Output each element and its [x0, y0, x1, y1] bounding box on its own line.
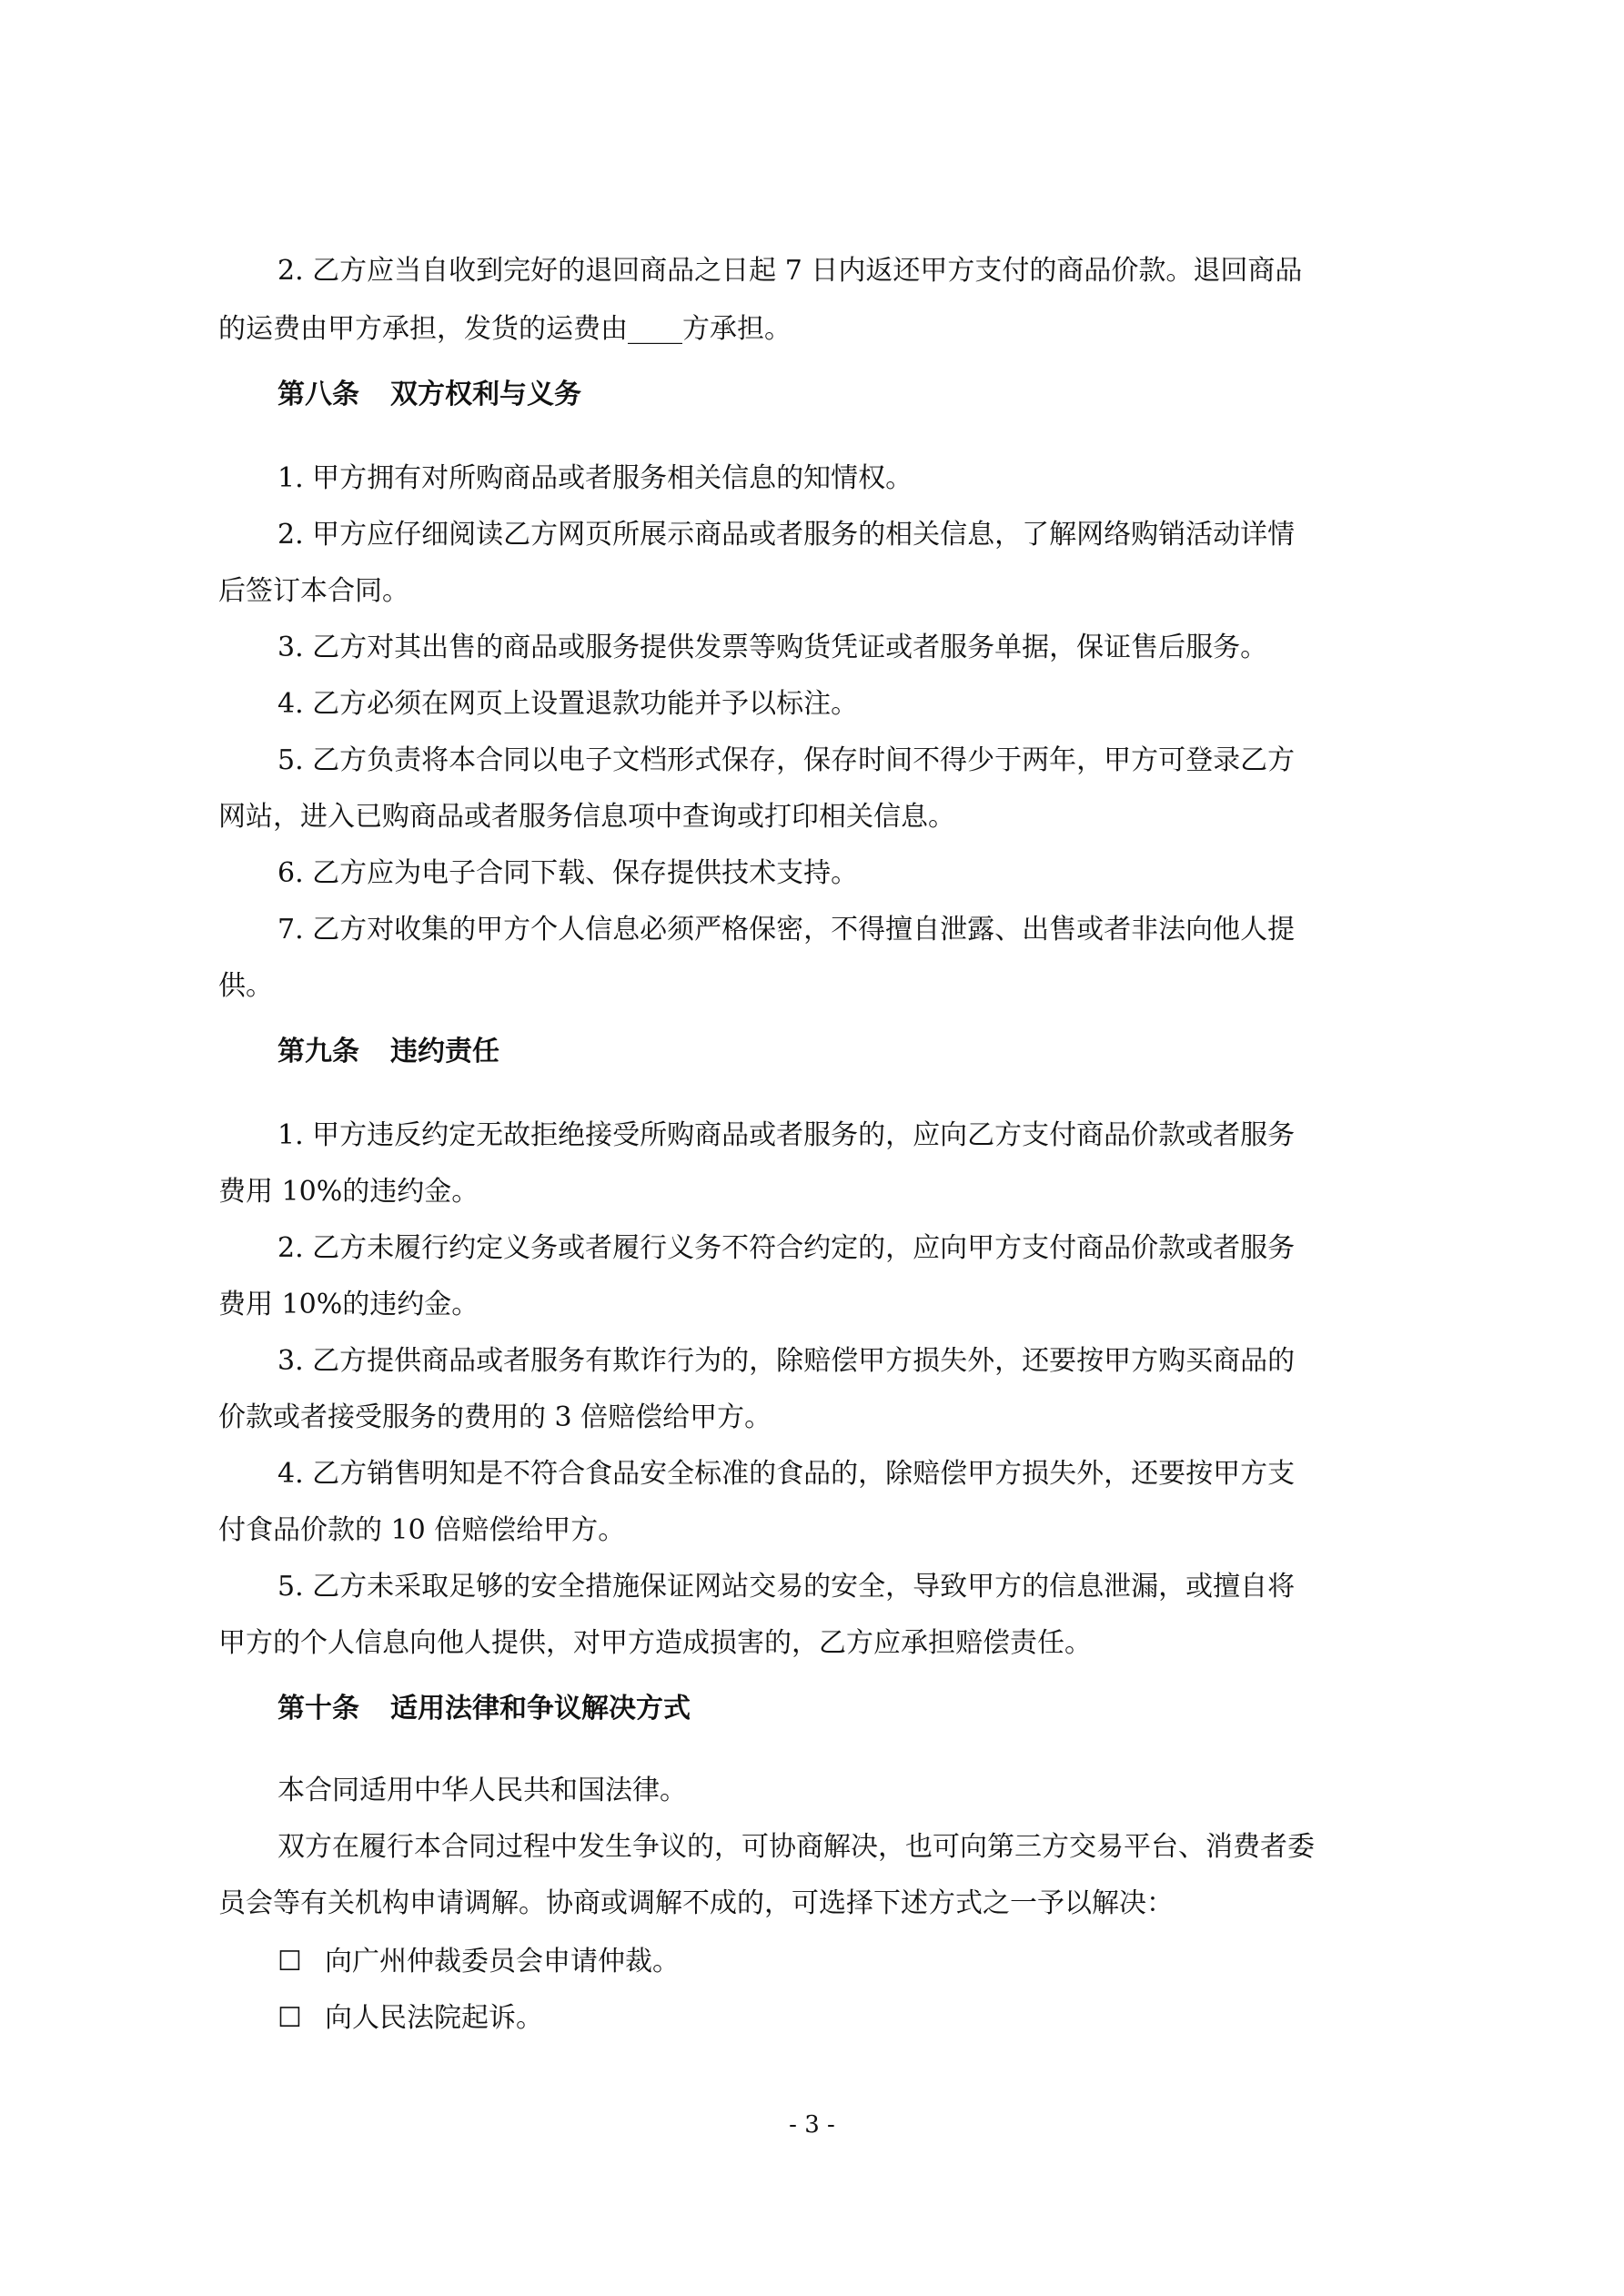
paragraph-line: 5. 乙方负责将本合同以电子文档形式保存，保存时间不得少于两年，甲方可登录乙方: [277, 744, 1296, 776]
paragraph-line: 费用 10%的违约金。: [218, 1289, 479, 1320]
paragraph-line: 后签订本合同。: [218, 575, 409, 607]
paragraph-line: 6. 乙方应为电子合同下载、保存提供技术支持。: [277, 857, 859, 889]
option-label: 向广州仲裁委员会申请仲裁。: [325, 1946, 680, 1977]
paragraph-line: 价款或者接受服务的费用的 3 倍赔偿给甲方。: [218, 1401, 772, 1433]
paragraph-line: 4. 乙方必须在网页上设置退款功能并予以标注。: [277, 688, 859, 720]
section-title: 双方权利与义务: [390, 379, 581, 410]
option-label: 向人民法院起诉。: [325, 2002, 543, 2034]
paragraph-line: 双方在履行本合同过程中发生争议的，可协商解决，也可向第三方交易平台、消费者委: [277, 1831, 1315, 1863]
section-heading-10: [277, 1691, 691, 1727]
option-court: [277, 2000, 543, 2037]
paragraph-line: 7. 乙方对收集的甲方个人信息必须严格保密，不得擅自泄露、出售或者非法向他人提: [277, 914, 1296, 946]
paragraph-line: 付食品价款的 10 倍赔偿给甲方。: [218, 1514, 626, 1546]
section-heading-8: [277, 377, 581, 413]
paragraph-line: 2. 甲方应仔细阅读乙方网页所展示商品或者服务的相关信息，了解网络购销活动详情: [277, 519, 1296, 551]
paragraph-line: 网站，进入已购商品或者服务信息项中查询或打印相关信息。: [218, 801, 955, 833]
page-number: - 3 -: [789, 2111, 835, 2139]
paragraph-line: 3. 乙方提供商品或者服务有欺诈行为的，除赔偿甲方损失外，还要按甲方购买商品的: [277, 1345, 1296, 1377]
section-heading-9: [277, 1034, 499, 1070]
option-arbitration: [277, 1944, 680, 1980]
paragraph-line: 本合同适用中华人民共和国法律。: [277, 1775, 687, 1806]
paragraph-line: 1. 甲方违反约定无故拒绝接受所购商品或者服务的，应向乙方支付商品价款或者服务: [277, 1119, 1296, 1151]
checkbox-icon[interactable]: ☐: [277, 2002, 302, 2034]
paragraph-line: 1. 甲方拥有对所购商品或者服务相关信息的知情权。: [277, 462, 913, 494]
checkbox-icon[interactable]: ☐: [277, 1946, 302, 1977]
section-title: 适用法律和争议解决方式: [390, 1693, 691, 1725]
paragraph-line: 甲方的个人信息向他人提供，对甲方造成损害的，乙方应承担赔偿责任。: [218, 1627, 1092, 1659]
paragraph-line: 费用 10%的违约金。: [218, 1176, 479, 1208]
paragraph-line: 员会等有关机构申请调解。协商或调解不成的，可选择下述方式之一予以解决：: [218, 1887, 1174, 1919]
section-number: 第九条: [277, 1036, 359, 1067]
paragraph-line: 4. 乙方销售明知是不符合食品安全标准的食品的，除赔偿甲方损失外，还要按甲方支: [277, 1458, 1296, 1490]
paragraph-line: 供。: [218, 970, 273, 1002]
section-number: 第十条: [277, 1693, 359, 1725]
paragraph-line: 3. 乙方对其出售的商品或服务提供发票等购货凭证或者服务单据，保证售后服务。: [277, 632, 1268, 663]
section-title: 违约责任: [390, 1036, 499, 1067]
paragraph-line: 2. 乙方未履行约定义务或者履行义务不符合约定的，应向甲方支付商品价款或者服务: [277, 1232, 1296, 1264]
section-number: 第八条: [277, 379, 359, 410]
paragraph-line: 5. 乙方未采取足够的安全措施保证网站交易的安全，导致甲方的信息泄漏，或擅自将: [277, 1571, 1296, 1603]
paragraph-line: 的运费由甲方承担，发货的运费由____方承担。: [218, 313, 792, 345]
paragraph-line: 2. 乙方应当自收到完好的退回商品之日起 7 日内返还甲方支付的商品价款。退回商品: [277, 255, 1303, 287]
